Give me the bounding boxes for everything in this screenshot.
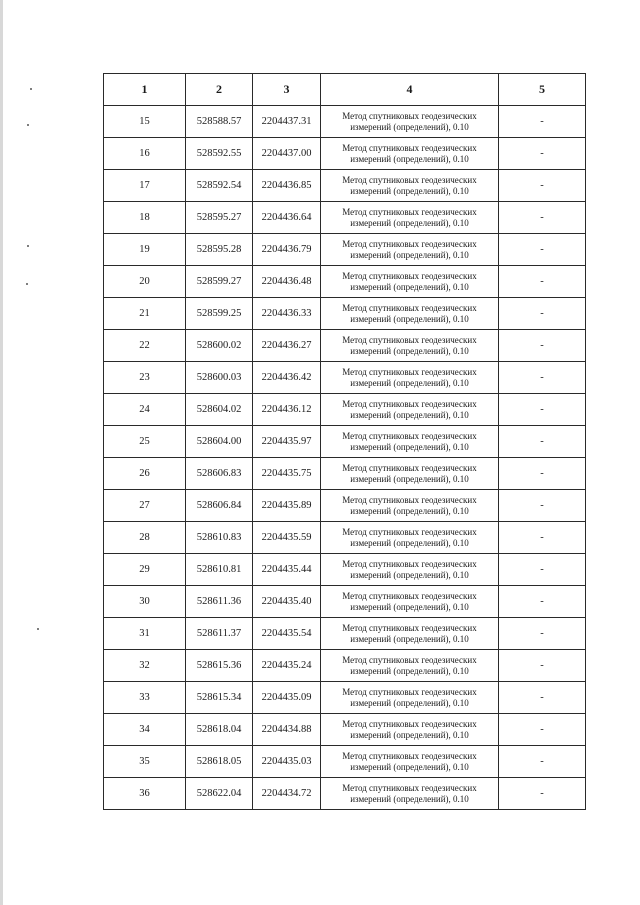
x-coordinate-cell: 528599.25 — [186, 298, 253, 330]
table-row — [104, 586, 586, 618]
x-coordinate-cell: 528604.00 — [186, 426, 253, 458]
column-5-cell: - — [499, 522, 586, 554]
y-coordinate-cell: 2204435.97 — [253, 426, 321, 458]
x-coordinate-cell: 528600.02 — [186, 330, 253, 362]
method-line-1: Метод спутниковых геодезических — [342, 558, 477, 569]
method-line-1: Метод спутниковых геодезических — [342, 654, 477, 665]
method-line-1: Метод спутниковых геодезических — [342, 110, 477, 121]
header-row — [104, 74, 586, 106]
point-number-cell: 29 — [104, 554, 186, 586]
method-cell — [321, 138, 499, 170]
x-coordinate-cell: 528606.83 — [186, 458, 253, 490]
table-row — [104, 522, 586, 554]
header-col-2: 2 — [186, 74, 253, 106]
point-number-cell: 32 — [104, 650, 186, 682]
method-line-1: Метод спутниковых геодезических — [342, 334, 477, 345]
method-line-1: Метод спутниковых геодезических — [342, 782, 477, 793]
method-line-2: измерений (определений), 0.10 — [350, 633, 469, 644]
method-line-2: измерений (определений), 0.10 — [350, 345, 469, 356]
y-coordinate-cell: 2204435.03 — [253, 746, 321, 778]
x-coordinate-cell: 528588.57 — [186, 106, 253, 138]
point-number-cell: 24 — [104, 394, 186, 426]
method-line-2: измерений (определений), 0.10 — [350, 569, 469, 580]
column-5-cell: - — [499, 234, 586, 266]
y-coordinate-cell: 2204436.48 — [253, 266, 321, 298]
method-cell — [321, 714, 499, 746]
method-line-2: измерений (определений), 0.10 — [350, 761, 469, 772]
y-coordinate-cell: 2204435.24 — [253, 650, 321, 682]
method-line-2: измерений (определений), 0.10 — [350, 313, 469, 324]
column-5-cell: - — [499, 458, 586, 490]
method-line-2: измерений (определений), 0.10 — [350, 601, 469, 612]
column-5-cell: - — [499, 394, 586, 426]
method-cell — [321, 266, 499, 298]
method-line-2: измерений (определений), 0.10 — [350, 473, 469, 484]
table-row — [104, 266, 586, 298]
table-row — [104, 298, 586, 330]
table-row — [104, 202, 586, 234]
method-line-1: Метод спутниковых геодезических — [342, 238, 477, 249]
method-cell — [321, 650, 499, 682]
x-coordinate-cell: 528595.27 — [186, 202, 253, 234]
point-number-cell: 25 — [104, 426, 186, 458]
method-line-1: Метод спутниковых геодезических — [342, 686, 477, 697]
method-line-2: измерений (определений), 0.10 — [350, 537, 469, 548]
column-5-cell: - — [499, 650, 586, 682]
point-number-cell: 26 — [104, 458, 186, 490]
method-cell — [321, 682, 499, 714]
method-line-2: измерений (определений), 0.10 — [350, 153, 469, 164]
x-coordinate-cell: 528618.04 — [186, 714, 253, 746]
table-row — [104, 362, 586, 394]
column-5-cell: - — [499, 170, 586, 202]
column-5-cell: - — [499, 266, 586, 298]
y-coordinate-cell: 2204436.85 — [253, 170, 321, 202]
header-col-3: 3 — [253, 74, 321, 106]
table-row — [104, 458, 586, 490]
method-line-2: измерений (определений), 0.10 — [350, 793, 469, 804]
point-number-cell: 21 — [104, 298, 186, 330]
table-row — [104, 650, 586, 682]
point-number-cell: 16 — [104, 138, 186, 170]
column-5-cell: - — [499, 554, 586, 586]
x-coordinate-cell: 528610.81 — [186, 554, 253, 586]
y-coordinate-cell: 2204435.75 — [253, 458, 321, 490]
y-coordinate-cell: 2204436.33 — [253, 298, 321, 330]
method-cell — [321, 202, 499, 234]
method-line-1: Метод спутниковых геодезических — [342, 622, 477, 633]
scan-edge — [0, 0, 3, 905]
scan-speck — [30, 88, 32, 90]
point-number-cell: 22 — [104, 330, 186, 362]
column-5-cell: - — [499, 138, 586, 170]
method-cell — [321, 298, 499, 330]
x-coordinate-cell: 528606.84 — [186, 490, 253, 522]
table-body — [104, 106, 586, 810]
method-line-2: измерений (определений), 0.10 — [350, 665, 469, 676]
method-line-2: измерений (определений), 0.10 — [350, 377, 469, 388]
point-number-cell: 18 — [104, 202, 186, 234]
scan-speck — [27, 245, 29, 247]
x-coordinate-cell: 528615.34 — [186, 682, 253, 714]
point-number-cell: 15 — [104, 106, 186, 138]
x-coordinate-cell: 528618.05 — [186, 746, 253, 778]
method-cell — [321, 586, 499, 618]
method-cell — [321, 234, 499, 266]
method-cell — [321, 394, 499, 426]
column-5-cell: - — [499, 746, 586, 778]
method-line-1: Метод спутниковых геодезических — [342, 206, 477, 217]
method-cell — [321, 170, 499, 202]
method-line-2: измерений (определений), 0.10 — [350, 441, 469, 452]
table-row — [104, 778, 586, 810]
y-coordinate-cell: 2204436.42 — [253, 362, 321, 394]
method-cell — [321, 554, 499, 586]
method-cell — [321, 362, 499, 394]
method-line-1: Метод спутниковых геодезических — [342, 718, 477, 729]
table-row — [104, 394, 586, 426]
scan-speck — [37, 628, 39, 630]
y-coordinate-cell: 2204436.79 — [253, 234, 321, 266]
method-line-2: измерений (определений), 0.10 — [350, 217, 469, 228]
point-number-cell: 27 — [104, 490, 186, 522]
method-line-1: Метод спутниковых геодезических — [342, 526, 477, 537]
table-row — [104, 714, 586, 746]
x-coordinate-cell: 528592.55 — [186, 138, 253, 170]
method-line-2: измерений (определений), 0.10 — [350, 409, 469, 420]
method-line-1: Метод спутниковых геодезических — [342, 462, 477, 473]
column-5-cell: - — [499, 330, 586, 362]
point-number-cell: 34 — [104, 714, 186, 746]
header-col-4: 4 — [321, 74, 499, 106]
scan-speck — [26, 283, 28, 285]
method-cell — [321, 490, 499, 522]
column-5-cell: - — [499, 490, 586, 522]
method-cell — [321, 522, 499, 554]
y-coordinate-cell: 2204434.72 — [253, 778, 321, 810]
column-5-cell: - — [499, 106, 586, 138]
method-cell — [321, 458, 499, 490]
method-cell — [321, 746, 499, 778]
method-line-2: измерений (определений), 0.10 — [350, 281, 469, 292]
table-row — [104, 106, 586, 138]
y-coordinate-cell: 2204437.00 — [253, 138, 321, 170]
y-coordinate-cell: 2204436.64 — [253, 202, 321, 234]
column-5-cell: - — [499, 202, 586, 234]
table-row — [104, 554, 586, 586]
method-line-1: Метод спутниковых геодезических — [342, 398, 477, 409]
column-5-cell: - — [499, 298, 586, 330]
column-5-cell: - — [499, 682, 586, 714]
method-cell — [321, 778, 499, 810]
method-cell — [321, 106, 499, 138]
x-coordinate-cell: 528592.54 — [186, 170, 253, 202]
method-line-2: измерений (определений), 0.10 — [350, 729, 469, 740]
point-number-cell: 35 — [104, 746, 186, 778]
y-coordinate-cell: 2204436.27 — [253, 330, 321, 362]
y-coordinate-cell: 2204435.89 — [253, 490, 321, 522]
table-row — [104, 490, 586, 522]
method-cell — [321, 426, 499, 458]
table-row — [104, 618, 586, 650]
x-coordinate-cell: 528615.36 — [186, 650, 253, 682]
x-coordinate-cell: 528611.37 — [186, 618, 253, 650]
column-5-cell: - — [499, 426, 586, 458]
point-number-cell: 30 — [104, 586, 186, 618]
y-coordinate-cell: 2204435.40 — [253, 586, 321, 618]
point-number-cell: 36 — [104, 778, 186, 810]
table-row — [104, 682, 586, 714]
table-row — [104, 426, 586, 458]
x-coordinate-cell: 528611.36 — [186, 586, 253, 618]
point-number-cell: 33 — [104, 682, 186, 714]
table-row — [104, 170, 586, 202]
x-coordinate-cell: 528610.83 — [186, 522, 253, 554]
method-line-2: измерений (определений), 0.10 — [350, 185, 469, 196]
y-coordinate-cell: 2204436.12 — [253, 394, 321, 426]
method-cell — [321, 330, 499, 362]
point-number-cell: 23 — [104, 362, 186, 394]
point-number-cell: 19 — [104, 234, 186, 266]
column-5-cell: - — [499, 714, 586, 746]
table-header — [104, 74, 586, 106]
y-coordinate-cell: 2204435.44 — [253, 554, 321, 586]
table-row — [104, 746, 586, 778]
point-number-cell: 31 — [104, 618, 186, 650]
method-line-1: Метод спутниковых геодезических — [342, 302, 477, 313]
method-line-1: Метод спутниковых геодезических — [342, 590, 477, 601]
y-coordinate-cell: 2204435.59 — [253, 522, 321, 554]
column-5-cell: - — [499, 618, 586, 650]
y-coordinate-cell: 2204435.54 — [253, 618, 321, 650]
method-line-2: измерений (определений), 0.10 — [350, 121, 469, 132]
y-coordinate-cell: 2204434.88 — [253, 714, 321, 746]
point-number-cell: 20 — [104, 266, 186, 298]
table-row — [104, 138, 586, 170]
header-col-5: 5 — [499, 74, 586, 106]
y-coordinate-cell: 2204437.31 — [253, 106, 321, 138]
x-coordinate-cell: 528604.02 — [186, 394, 253, 426]
column-5-cell: - — [499, 586, 586, 618]
x-coordinate-cell: 528599.27 — [186, 266, 253, 298]
table-row — [104, 234, 586, 266]
column-5-cell: - — [499, 362, 586, 394]
method-line-1: Метод спутниковых геодезических — [342, 430, 477, 441]
method-line-1: Метод спутниковых геодезических — [342, 142, 477, 153]
x-coordinate-cell: 528595.28 — [186, 234, 253, 266]
method-line-1: Метод спутниковых геодезических — [342, 366, 477, 377]
point-number-cell: 17 — [104, 170, 186, 202]
header-col-1: 1 — [104, 74, 186, 106]
coordinates-table — [103, 73, 586, 810]
x-coordinate-cell: 528600.03 — [186, 362, 253, 394]
y-coordinate-cell: 2204435.09 — [253, 682, 321, 714]
point-number-cell: 28 — [104, 522, 186, 554]
x-coordinate-cell: 528622.04 — [186, 778, 253, 810]
method-cell — [321, 618, 499, 650]
method-line-1: Метод спутниковых геодезических — [342, 750, 477, 761]
method-line-2: измерений (определений), 0.10 — [350, 697, 469, 708]
method-line-2: измерений (определений), 0.10 — [350, 249, 469, 260]
scan-speck — [27, 124, 29, 126]
method-line-1: Метод спутниковых геодезических — [342, 494, 477, 505]
method-line-1: Метод спутниковых геодезических — [342, 270, 477, 281]
method-line-1: Метод спутниковых геодезических — [342, 174, 477, 185]
column-5-cell: - — [499, 778, 586, 810]
table-row — [104, 330, 586, 362]
method-line-2: измерений (определений), 0.10 — [350, 505, 469, 516]
